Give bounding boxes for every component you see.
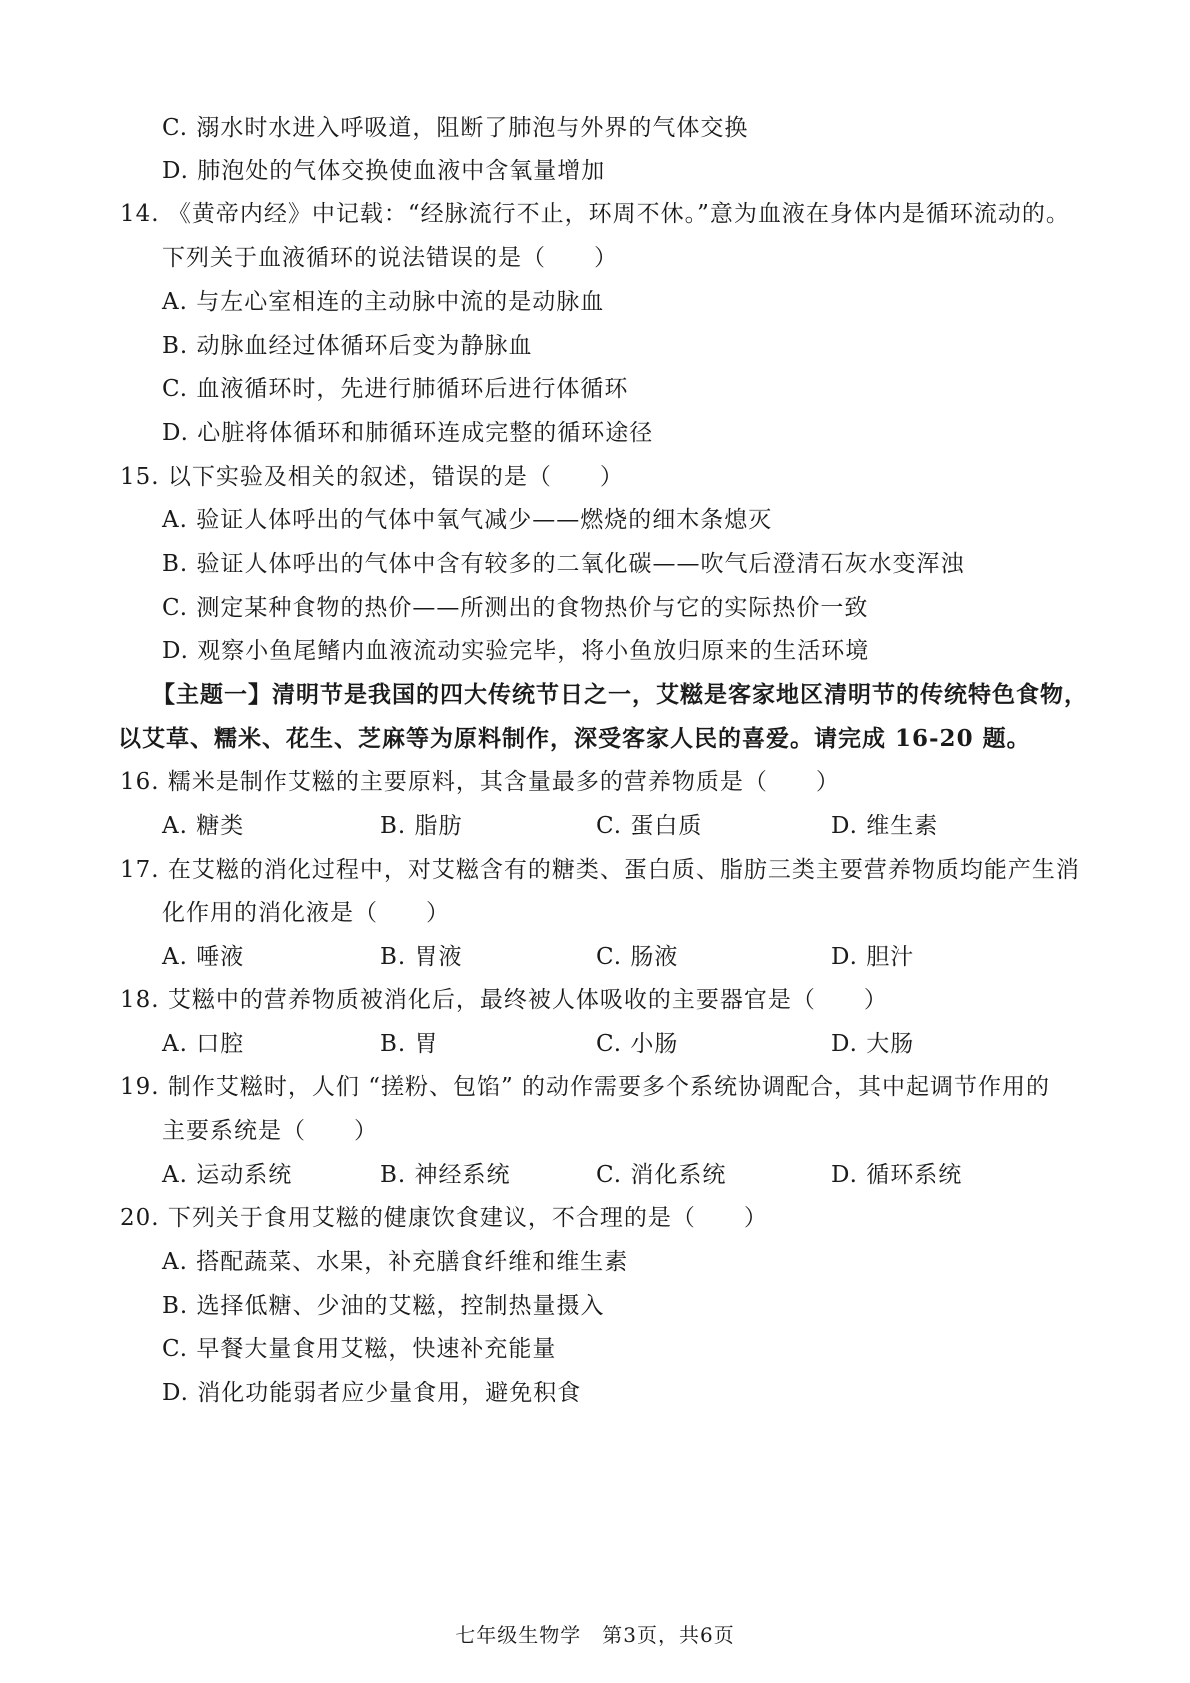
q17-stem-line1: 17. 在艾糍的消化过程中，对艾糍含有的糖类、蛋白质、脂肪三类主要营养物质均能产生消 bbox=[120, 857, 1080, 883]
q15-option-a: A. 验证人体呼出的气体中氧气减少——燃烧的细木条熄灭 bbox=[162, 507, 773, 533]
q19-stem-line1: 19. 制作艾糍时，人们 “搓粉、包馅” 的动作需要多个系统协调配合，其中起调节作用的 bbox=[120, 1074, 1051, 1100]
q19-option-c: C. 消化系统 bbox=[596, 1162, 727, 1188]
q18-option-c: C. 小肠 bbox=[596, 1031, 679, 1057]
q16-stem-line1: 16. 糯米是制作艾糍的主要原料，其含量最多的营养物质是（ ） bbox=[120, 769, 840, 795]
q15-option-c: C. 测定某种食物的热价——所测出的食物热价与它的实际热价一致 bbox=[162, 595, 869, 621]
q16-option-c: C. 蛋白质 bbox=[596, 813, 703, 839]
q20-stem-line1: 20. 下列关于食用艾糍的健康饮食建议，不合理的是（ ） bbox=[120, 1205, 768, 1231]
q14-stem-line2: 下列关于血液循环的说法错误的是（ ） bbox=[162, 245, 618, 271]
q15-option-b: B. 验证人体呼出的气体中含有较多的二氧化碳——吹气后澄清石灰水变浑浊 bbox=[162, 551, 965, 577]
q16-option-d: D. 维生素 bbox=[831, 813, 939, 839]
q18-option-b: B. 胃 bbox=[380, 1031, 439, 1057]
q20-option-c: C. 早餐大量食用艾糍，快速补充能量 bbox=[162, 1336, 557, 1362]
q14-option-c: C. 血液循环时，先进行肺循环后进行体循环 bbox=[162, 376, 629, 402]
page-footer: 七年级生物学 第3页，共6页 bbox=[455, 1623, 735, 1647]
q20-option-a: A. 搭配蔬菜、水果，补充膳食纤维和维生素 bbox=[162, 1249, 629, 1275]
q14-option-a: A. 与左心室相连的主动脉中流的是动脉血 bbox=[162, 289, 605, 315]
prev-option-d: D. 肺泡处的气体交换使血液中含氧量增加 bbox=[162, 158, 606, 184]
q17-option-d: D. 胆汁 bbox=[831, 944, 915, 970]
q17-option-c: C. 肠液 bbox=[596, 944, 679, 970]
q16-option-b: B. 脂肪 bbox=[380, 813, 463, 839]
q17-stem-line2: 化作用的消化液是（ ） bbox=[162, 900, 450, 926]
q20-option-b: B. 选择低糖、少油的艾糍，控制热量摄入 bbox=[162, 1293, 605, 1319]
q17-option-a: A. 唾液 bbox=[162, 944, 245, 970]
q15-option-d: D. 观察小鱼尾鳍内血液流动实验完毕，将小鱼放归原来的生活环境 bbox=[162, 638, 870, 664]
q15-stem-line1: 15. 以下实验及相关的叙述，错误的是（ ） bbox=[120, 464, 624, 490]
theme1-line1: 【主题一】清明节是我国的四大传统节日之一，艾糍是客家地区清明节的传统特色食物， bbox=[152, 681, 1088, 708]
q20-option-d: D. 消化功能弱者应少量食用，避免积食 bbox=[162, 1380, 582, 1406]
q19-stem-line2: 主要系统是（ ） bbox=[162, 1118, 378, 1144]
q19-option-a: A. 运动系统 bbox=[162, 1162, 293, 1188]
q16-option-a: A. 糖类 bbox=[162, 813, 245, 839]
q19-option-b: B. 神经系统 bbox=[380, 1162, 511, 1188]
q19-option-d: D. 循环系统 bbox=[831, 1162, 963, 1188]
q14-option-d: D. 心脏将体循环和肺循环连成完整的循环途径 bbox=[162, 420, 654, 446]
prev-option-c: C. 溺水时水进入呼吸道，阻断了肺泡与外界的气体交换 bbox=[162, 115, 749, 141]
q14-stem-line1: 14. 《黄帝内经》中记载：“经脉流行不止，环周不休。”意为血液在身体内是循环流动的。 bbox=[120, 201, 1070, 227]
q17-option-b: B. 胃液 bbox=[380, 944, 463, 970]
q14-option-b: B. 动脉血经过体循环后变为静脉血 bbox=[162, 333, 533, 359]
q18-option-d: D. 大肠 bbox=[831, 1031, 915, 1057]
q18-option-a: A. 口腔 bbox=[162, 1031, 245, 1057]
q18-stem-line1: 18. 艾糍中的营养物质被消化后，最终被人体吸收的主要器官是（ ） bbox=[120, 987, 888, 1013]
theme1-line2: 以艾草、糯米、花生、芝麻等为原料制作，深受客家人民的喜爱。请完成 16-20 题。 bbox=[118, 725, 1031, 752]
